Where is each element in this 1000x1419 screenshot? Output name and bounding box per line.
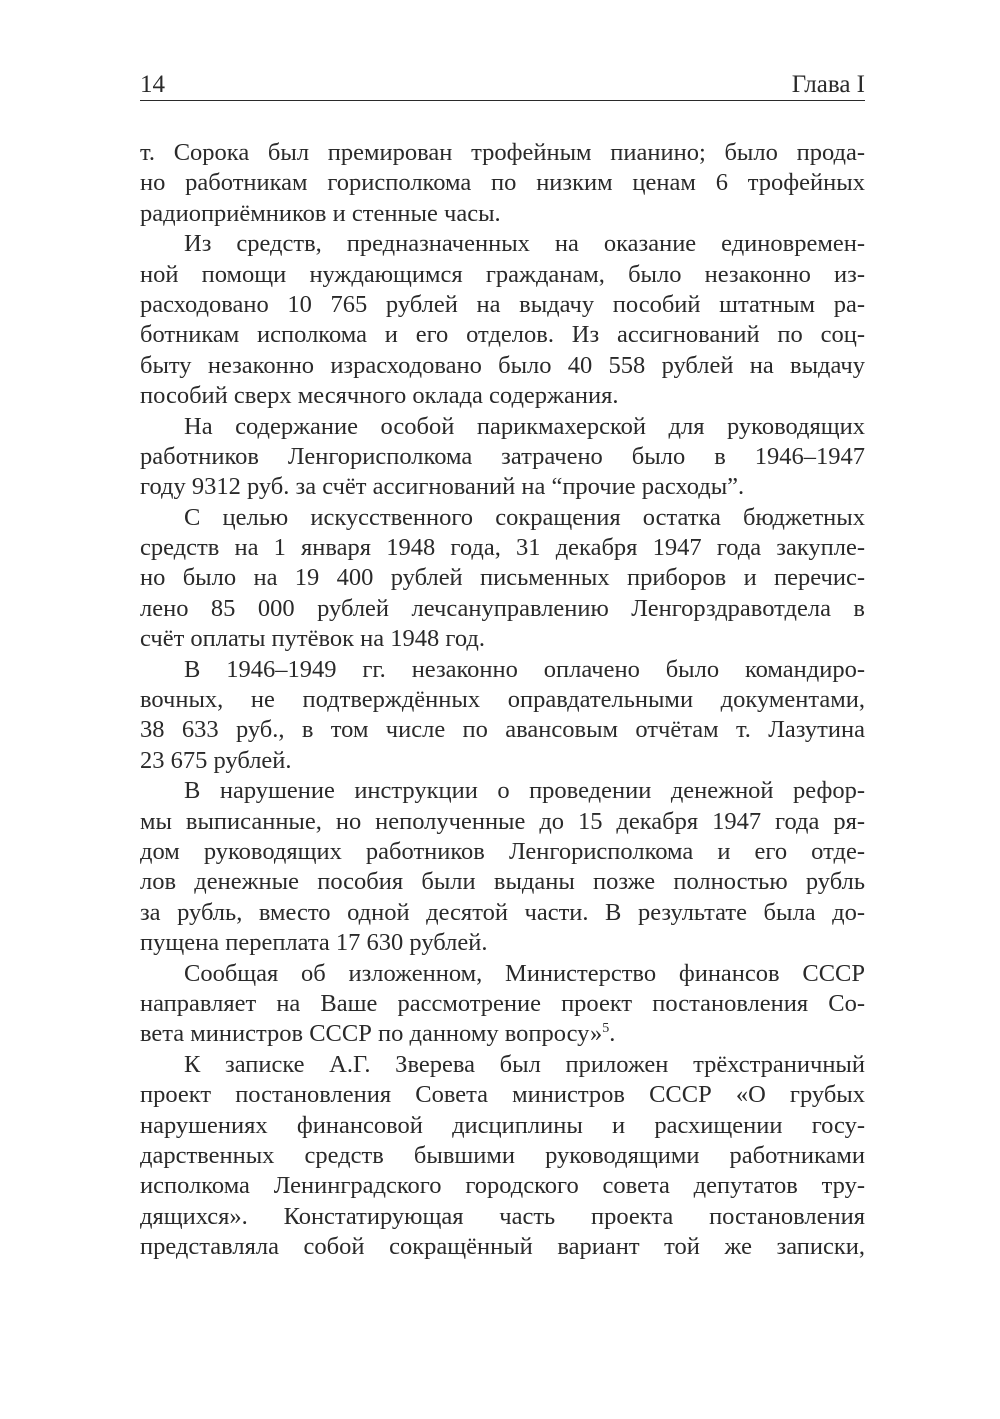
line-text: ботникам исполкома и его отделов. Из ассигнований по соц- xyxy=(140,321,865,349)
text-line xyxy=(140,1232,865,1262)
line-tail: . xyxy=(609,1020,616,1048)
text-line xyxy=(140,655,865,685)
text-line xyxy=(140,837,865,867)
text-line xyxy=(140,351,865,381)
running-head: Глава I xyxy=(791,71,865,98)
line-text: В 1946–1949 гг. незаконно оплачено было командиро- xyxy=(184,655,865,683)
line-text: лено 85 000 рублей лечсануправлению Ленгорздравотдела в xyxy=(140,594,865,622)
text-line xyxy=(140,746,865,776)
line-text: пущена переплата 17 630 рублей. xyxy=(140,929,488,957)
page-header xyxy=(140,70,865,101)
line-text: На содержание особой парикмахерской для руководящих xyxy=(184,412,865,440)
line-text: вочных, не подтверждённых оправдательными документами, xyxy=(140,686,865,714)
line-text: С целью искусственного сокращения остатка бюджетных xyxy=(184,503,865,531)
text-line xyxy=(140,1080,865,1110)
text-line xyxy=(140,1019,865,1049)
text-line xyxy=(140,320,865,350)
text-line xyxy=(140,1111,865,1141)
text-line xyxy=(140,412,865,442)
text-line xyxy=(140,624,865,654)
text-line xyxy=(140,442,865,472)
text-line xyxy=(140,503,865,533)
line-text: работников Ленгорисполкома затрачено было в 1946–1947 xyxy=(140,442,865,470)
text-line xyxy=(140,533,865,563)
text-line xyxy=(140,260,865,290)
text-line xyxy=(140,229,865,259)
line-text: но было на 19 400 рублей письменных приборов и перечис- xyxy=(140,564,865,592)
line-text: Из средств, предназначенных на оказание единовремен- xyxy=(184,230,865,258)
text-line xyxy=(140,472,865,502)
line-text: быту незаконно израсходовано было 40 558 рублей на выдачу xyxy=(140,351,865,379)
line-text: дом руководящих работников Ленгорисполкома и его отде- xyxy=(140,837,865,865)
line-text: мы выписанные, но неполученные до 15 декабря 1947 года ря- xyxy=(140,807,865,835)
text-line xyxy=(140,898,865,928)
line-text: ной помощи нуждающимся гражданам, было незаконно из- xyxy=(140,260,865,288)
text-line xyxy=(140,928,865,958)
text-line xyxy=(140,989,865,1019)
text-line xyxy=(140,1141,865,1171)
text-line xyxy=(140,1202,865,1232)
text-line xyxy=(140,1171,865,1201)
text-line xyxy=(140,685,865,715)
line-text: направляет на Ваше рассмотрение проект постановления Со- xyxy=(140,989,865,1017)
line-text: пособий сверх месячного оклада содержания. xyxy=(140,382,619,410)
line-text: радиоприёмников и стенные часы. xyxy=(140,199,501,227)
line-text: году 9312 руб. за счёт ассигнований на “прочие расходы”. xyxy=(140,473,745,501)
line-text: средств на 1 января 1948 года, 31 декабря 1947 года закупле- xyxy=(140,534,865,562)
text-line xyxy=(140,959,865,989)
text-line xyxy=(140,168,865,198)
text-line xyxy=(140,776,865,806)
text-line xyxy=(140,290,865,320)
line-text: проект постановления Совета министров СССР «О грубых xyxy=(140,1081,865,1109)
text-line xyxy=(140,381,865,411)
line-text: 23 675 рублей. xyxy=(140,746,292,774)
text-line xyxy=(140,715,865,745)
text-line xyxy=(140,867,865,897)
line-text: К записке А.Г. Зверева был приложен трёхстраничный xyxy=(184,1050,865,1078)
text-line xyxy=(140,807,865,837)
body-text xyxy=(140,138,865,1262)
text-line xyxy=(140,138,865,168)
line-text: вета министров СССР по данному вопросу» xyxy=(140,1020,603,1048)
footnote-marker: 5 xyxy=(602,1021,610,1037)
line-text: т. Сорока был премирован трофейным пианино; было прода- xyxy=(140,139,865,166)
line-text: исполкома Ленинградского городского совета депутатов тру- xyxy=(140,1172,865,1200)
line-text: лов денежные пособия были выданы позже полностью рубль xyxy=(140,868,865,896)
line-text: 38 633 руб., в том числе по авансовым отчётам т. Лазутина xyxy=(140,716,865,744)
line-text: представляла собой сокращённый вариант той же записки, xyxy=(140,1233,865,1261)
line-text: Сообщая об изложенном, Министерство финансов СССР xyxy=(184,959,865,987)
text-line xyxy=(140,594,865,624)
line-text: дящихся». Констатирующая часть проекта постановления xyxy=(140,1202,865,1230)
text-line xyxy=(140,1050,865,1080)
line-text: расходовано 10 765 рублей на выдачу пособий штатным ра- xyxy=(140,290,865,318)
line-text: но работникам горисполкома по низким ценам 6 трофейных xyxy=(140,169,865,197)
page-number: 14 xyxy=(140,71,165,98)
line-text: нарушениях финансовой дисциплины и расхищении госу- xyxy=(140,1111,865,1139)
text-line xyxy=(140,199,865,229)
line-text: счёт оплаты путёвок на 1948 год. xyxy=(140,625,485,653)
line-text: В нарушение инструкции о проведении денежной рефор- xyxy=(184,777,865,805)
text-line xyxy=(140,563,865,593)
line-text: за рубль, вместо одной десятой части. В результате была до- xyxy=(140,898,865,926)
line-text: дарственных средств бывшими руководящими работниками xyxy=(140,1141,865,1169)
